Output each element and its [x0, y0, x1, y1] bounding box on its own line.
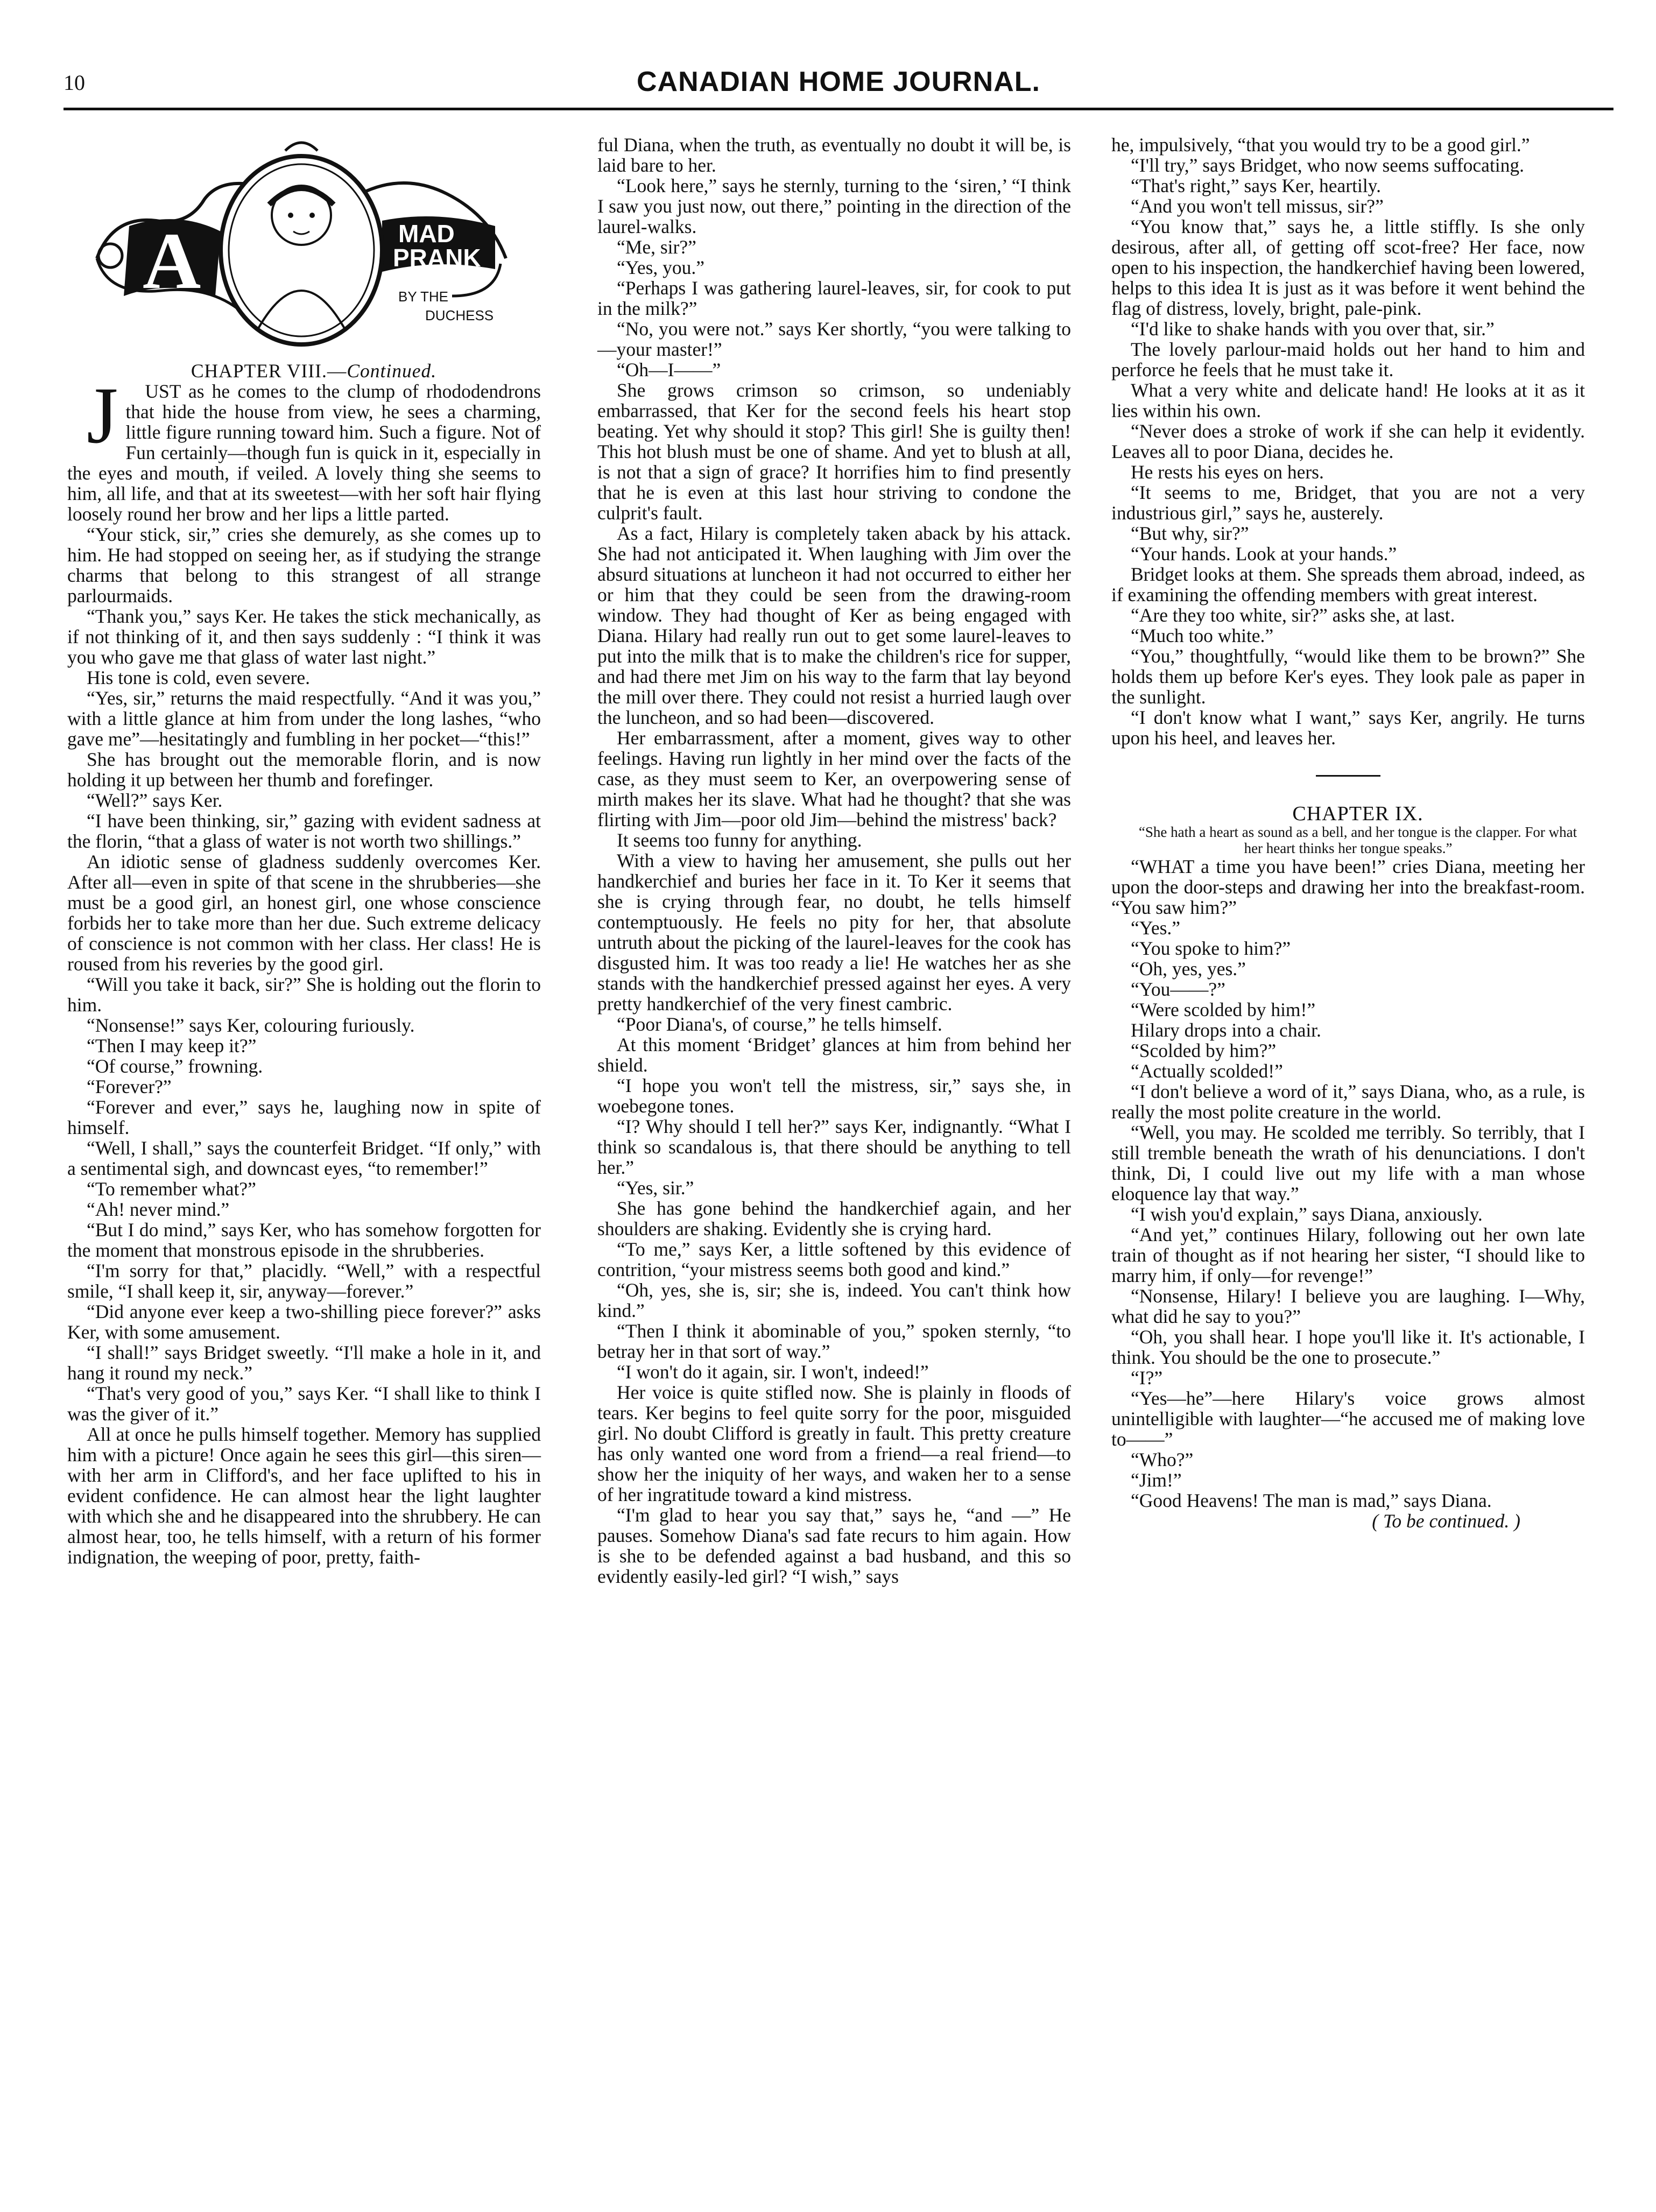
paragraph: “Well, you may. He scolded me terribly. So terribly, that I still tremble beneath the wrath of his denunciations. I don't think, Di, I could live out my life with a man whose eloquence lay that way.” [1111, 1122, 1585, 1204]
paragraph: “Poor Diana's, of course,” he tells himself. [617, 1013, 942, 1035]
story-banner [81, 135, 522, 350]
paragraph: “Much too white.” [1131, 625, 1274, 646]
paragraph: “Nonsense!” says Ker, colouring furiously. [87, 1015, 415, 1036]
paragraph: The lovely parlour-maid holds out her hand to him and perforce he feels that he must take it. [1111, 339, 1585, 381]
paragraph: “Did anyone ever keep a two-shilling piece forever?” asks Ker, with some amusement. [67, 1301, 541, 1343]
paragraph: Her voice is quite stifled now. She is plainly in floods of tears. Ker begins to feel quite sorry for the poor, misguided girl. No doubt Clifford is greatly in fault. This pretty creature has only wanted one word from a friend—a real friend—to show her the iniquity of her ways, and waken her to a sense of her ingratitude toward a kind mistress. [597, 1382, 1071, 1505]
paragraph: “Yes, you.” [617, 257, 705, 278]
paragraph: “But I do mind,” says Ker, who has somehow forgotten for the moment that monstrous episode in the shrubberies. [67, 1219, 541, 1261]
paragraph: “To me,” says Ker, a little softened by this evidence of contrition, “your mistress seems both good and kind.” [597, 1238, 1071, 1280]
paragraph: “Will you take it back, sir?” She is holding out the florin to him. [67, 974, 541, 1016]
paragraph: “Then I may keep it?” [87, 1035, 257, 1056]
paragraph: “Forever and ever,” says he, laughing now in spite of himself. [67, 1096, 541, 1138]
paragraph: “Who?” [1131, 1449, 1194, 1470]
chapter-9-heading: CHAPTER IX. [1292, 802, 1424, 825]
paragraph: “That's very good of you,” says Ker. “I shall like to think I was the giver of it.” [67, 1383, 541, 1425]
paragraph: Hilary drops into a chair. [1131, 1019, 1321, 1041]
paragraph: “It seems to me, Bridget, that you are not a very industrious girl,” says he, austerely. [1111, 482, 1585, 524]
banner-illustration [81, 135, 522, 350]
paragraph: “Oh—I——” [617, 359, 721, 381]
chapter-9-epigraph: “She hath a heart as sound as a bell, and her tongue is the clapper. For what her heart thinks her tongue speaks.” [1138, 824, 1577, 856]
paragraph: “I hope you won't tell the mistress, sir,” says she, in woebegone tones. [597, 1075, 1071, 1117]
paragraph: “You——?” [1131, 978, 1225, 1000]
paragraph: “Nonsense, Hilary! I believe you are laughing. I—Why, what did he say to you?” [1111, 1285, 1585, 1327]
paragraph: “Look here,” says he sternly, turning to the ‘siren,’ “I think I saw you just now, out there,” pointing in the direction of the laurel-walks. [597, 175, 1071, 237]
banner-byline-author: DUCHESS [425, 307, 494, 323]
banner-byline-by: BY THE [398, 288, 448, 305]
paragraph: An idiotic sense of gladness suddenly overcomes Ker. After all—even in spite of that scene in the shrubberies—she must be a good girl, an honest girl, one whose conscience forbids her to take more than her due. Such extreme delicacy of conscience is not common with her class. Her class! He is roused from his reveries by the good girl. [67, 851, 541, 975]
paragraph: “I wish you'd explain,” says Diana, anxiously. [1131, 1203, 1483, 1225]
paragraph: “Well?” says Ker. [87, 790, 223, 811]
paragraph: “Your hands. Look at your hands.” [1131, 543, 1397, 565]
chapter-8-continued: Continued. [347, 360, 437, 382]
paragraph: She grows crimson so crimson, so undeniably embarrassed, that Ker for the second feels his heart stop beating. Yet why should it stop? This girl! She is guilty then! This hot blush must be one of shame. And yet to blush at all, is not that a sign of grace? It horrifies him to find presently that he is even at this last hour striving to condone the culprit's fault. [597, 379, 1071, 524]
paragraph: “I'd like to shake hands with you over that, sir.” [1131, 318, 1495, 340]
paragraph: “Scolded by him?” [1131, 1040, 1277, 1061]
paragraph: “I'm sorry for that,” placidly. “Well,” with a respectful smile, “I shall keep it, sir, anyway—forever.” [67, 1260, 541, 1302]
column-1 [67, 135, 541, 1567]
paragraph: “Yes.” [1131, 917, 1181, 939]
paragraph: “I don't know what I want,” says Ker, angrily. He turns upon his heel, and leaves her. [1111, 707, 1585, 749]
paragraph: As a fact, Hilary is completely taken aback by his attack. She had not anticipated it. When laughing with Jim over the absurd situations at luncheon it had not occurred to either her or him that they could be seen from the drawing-room window. They had thought of Ker as being engaged with Diana. Hilary had really run out to get some laurel-leaves to put into the milk that is to make the children's rice for supper, and had there met Jim on his way to the farm that lay beyond the mill over there. They could not resist a hurried laugh over the luncheon, and so had been—discovered. [597, 523, 1071, 728]
paragraph: “Yes, sir.” [617, 1177, 694, 1199]
paragraph: “Never does a stroke of work if she can help it evidently. Leaves all to poor Diana, decides he. [1111, 420, 1585, 462]
paragraph: Bridget looks at them. She spreads them abroad, indeed, as if examining the offending members with great interest. [1111, 563, 1585, 605]
paragraph: “Actually scolded!” [1131, 1060, 1283, 1082]
paragraph: “And yet,” continues Hilary, following out her own late train of thought as if not hearing her sister, “I should like to marry him, if only—for revenge!” [1111, 1224, 1585, 1286]
paragraph: “Thank you,” says Ker. He takes the stick mechanically, as if not thinking of it, and then says suddenly : “I think it was you who gave me that glass of water last night.” [67, 605, 541, 668]
header-rule [64, 108, 1613, 110]
paragraph: “Jim!” [1131, 1469, 1182, 1491]
paragraph-text: UST as he comes to the clump of rhododendrons that hide the house from view, he sees a charming, little figure running toward him. Such a figure. Not of Fun certainly—though fun is quick in it, especially in the eyes and mouth, if veiled. A lovely thing she seems to him, all life, and that at its sweetest—with her soft hair flying loosely round her brow and her lips a little parted. [67, 381, 541, 525]
paragraph: “I shall!” says Bridget sweetly. “I'll make a hole in it, and hang it round my neck.” [67, 1342, 541, 1384]
paragraph: “You,” thoughtfully, “would like them to be brown?” She holds them up before Ker's eyes. They look pale as paper in the sunlight. [1111, 645, 1585, 708]
paragraph: “I won't do it again, sir. I won't, indeed!” [617, 1361, 929, 1383]
paragraph: With a view to having her amusement, she pulls out her handkerchief and buries her face in it. To Ker it seems that she is crying through fear, no doubt, he tells himself contemptuously. He feels no pity for her, that absolute untruth about the picking of the laurel-leaves for the cook has disgusted him. It was too ready a lie! He watches her as she stands with the handkerchief pressed against her eyes. A very pretty handkerchief of the very finest cambric. [597, 850, 1071, 1015]
column-3 [1111, 135, 1585, 1531]
paragraph: It seems too funny for anything. [617, 829, 862, 851]
paragraph: His tone is cold, even severe. [87, 667, 311, 688]
paragraph: “Good Heavens! The man is mad,” says Diana. [1131, 1490, 1492, 1511]
paragraph: “Perhaps I was gathering laurel-leaves, sir, for cook to put in the milk?” [597, 277, 1071, 319]
paragraph: All at once he pulls himself together. Memory has supplied him with a picture! Once again he sees this girl—this siren—with her arm in Clifford's, and her face uplifted to his in evident confidence. He can almost hear the light laughter with which she and he disappeared into the shrubbery. He can almost hear, too, he tells himself, with a return of his former indignation, the weeping of poor, pretty, faith- [67, 1424, 541, 1568]
paragraph: “Well, I shall,” says the counterfeit Bridget. “If only,” with a sentimental sigh, and downcast eyes, “to remember!” [67, 1137, 541, 1179]
paragraph: “Me, sir?” [617, 236, 696, 258]
paragraph: “To remember what?” [87, 1178, 256, 1200]
banner-title-word-2: PRANK [393, 244, 481, 272]
paragraph: He rests his eyes on hers. [1131, 461, 1324, 483]
paragraph: “Are they too white, sir?” asks she, at last. [1131, 604, 1455, 626]
paragraph: “I'm glad to hear you say that,” says he, “and —” He pauses. Somehow Diana's sad fate recurs to him again. How is she to be defended against a bad husband, and this so evidently easily-led girl? “I wish,” says [597, 1504, 1071, 1587]
paragraph: “Forever?” [87, 1076, 172, 1097]
paragraph: “I don't believe a word of it,” says Diana, who, as a rule, is really the most polite creature in the world. [1111, 1081, 1585, 1123]
paragraph: “Of course,” frowning. [87, 1055, 263, 1077]
paragraph: What a very white and delicate hand! He looks at it as it lies within his own. [1111, 379, 1585, 421]
to-be-continued: ( To be continued. ) [1372, 1510, 1520, 1532]
page-header [64, 66, 1613, 102]
paragraph: “I?” [1131, 1367, 1163, 1389]
paragraph: “Oh, yes, she is, sir; she is, indeed. You can't think how kind.” [597, 1279, 1071, 1321]
drop-cap: J [87, 371, 118, 460]
paragraph: “That's right,” says Ker, heartily. [1131, 175, 1382, 196]
paragraph: “I? Why should I tell her?” says Ker, indignantly. “What I think so scandalous is, that there should be anything to tell her.” [597, 1116, 1071, 1178]
paragraph: ful Diana, when the truth, as eventually no doubt it will be, is laid bare to her. [597, 134, 1071, 176]
paragraph: “Oh, yes, yes.” [1131, 958, 1246, 980]
paragraph: “You spoke to him?” [1131, 938, 1291, 959]
column-2 [597, 135, 1071, 1587]
paragraph: he, impulsively, “that you would try to be a good girl.” [1111, 134, 1530, 156]
paragraph: “You know that,” says he, a little stiffly. Is she only desirous, after all, of getting off scot-free? Her face, now open to his inspection, the handkerchief having been lowered, helps to this idea It is just as it was before it went behind the flag of distress, lovely, bright, pale-pink. [1111, 216, 1585, 319]
banner-title-word-1: MAD [398, 220, 455, 248]
paragraph: She has brought out the memorable florin, and is now holding it up between her thumb and forefinger. [67, 749, 541, 791]
paragraph: “Yes—he”—here Hilary's voice grows almost unintelligible with laughter—“he accused me of making love to——” [1111, 1387, 1585, 1450]
paragraph: “But why, sir?” [1131, 523, 1249, 544]
paragraph: “Then I think it abominable of you,” spoken sternly, “to betray her in that sort of way.” [597, 1320, 1071, 1362]
chapter-8-title: CHAPTER VIII.— [191, 360, 347, 382]
paragraph: Her embarrassment, after a moment, gives way to other feelings. Having run lightly in her mind over the facts of the case, as they must seem to Ker, an overpowering sense of mirth makes her its slave. What had he thought? that she was flirting with Jim—poor old Jim—behind the mistress' back? [597, 727, 1071, 830]
paragraph: “No, you were not.” says Ker shortly, “you were talking to—your master!” [597, 318, 1071, 360]
paragraph: “WHAT a time you have been!” cries Diana, meeting her upon the door-steps and drawing her into the breakfast-room. “You saw him?” [1111, 856, 1585, 918]
paragraph: “I have been thinking, sir,” gazing with evident sadness at the florin, “that a glass of water is not worth two shillings.” [67, 810, 541, 852]
paragraph: “Oh, you shall hear. I hope you'll like it. It's actionable, I think. You should be the one to prosecute.” [1111, 1326, 1585, 1368]
page-number: 10 [64, 71, 85, 95]
paragraph: “I'll try,” says Bridget, who now seems suffocating. [1131, 154, 1525, 176]
banner-title-letter: A [143, 216, 201, 306]
paragraph: “Yes, sir,” returns the maid respectfully. “And it was you,” with a little glance at him from under the long lashes, “who gave me”—hesitatingly and fumbling in her pocket—“this!” [67, 687, 541, 750]
chapter-8-heading [67, 361, 541, 381]
paragraph: “Were scolded by him!” [1131, 999, 1316, 1020]
section-divider [1316, 775, 1380, 777]
paragraph: She has gone behind the handkerchief again, and her shoulders are shaking. Evidently she is crying hard. [597, 1197, 1071, 1239]
journal-title: CANADIAN HOME JOURNAL. [637, 66, 1040, 97]
paragraph: “Your stick, sir,” cries she demurely, as she comes up to him. He had stopped on seeing her, as if studying the strange charms that belong to this strangest of all strange parlourmaids. [67, 524, 541, 607]
paragraph: At this moment ‘Bridget’ glances at him from behind her shield. [597, 1034, 1071, 1076]
paragraph: “And you won't tell missus, sir?” [1131, 195, 1384, 217]
paragraph: “Ah! never mind.” [87, 1199, 230, 1220]
